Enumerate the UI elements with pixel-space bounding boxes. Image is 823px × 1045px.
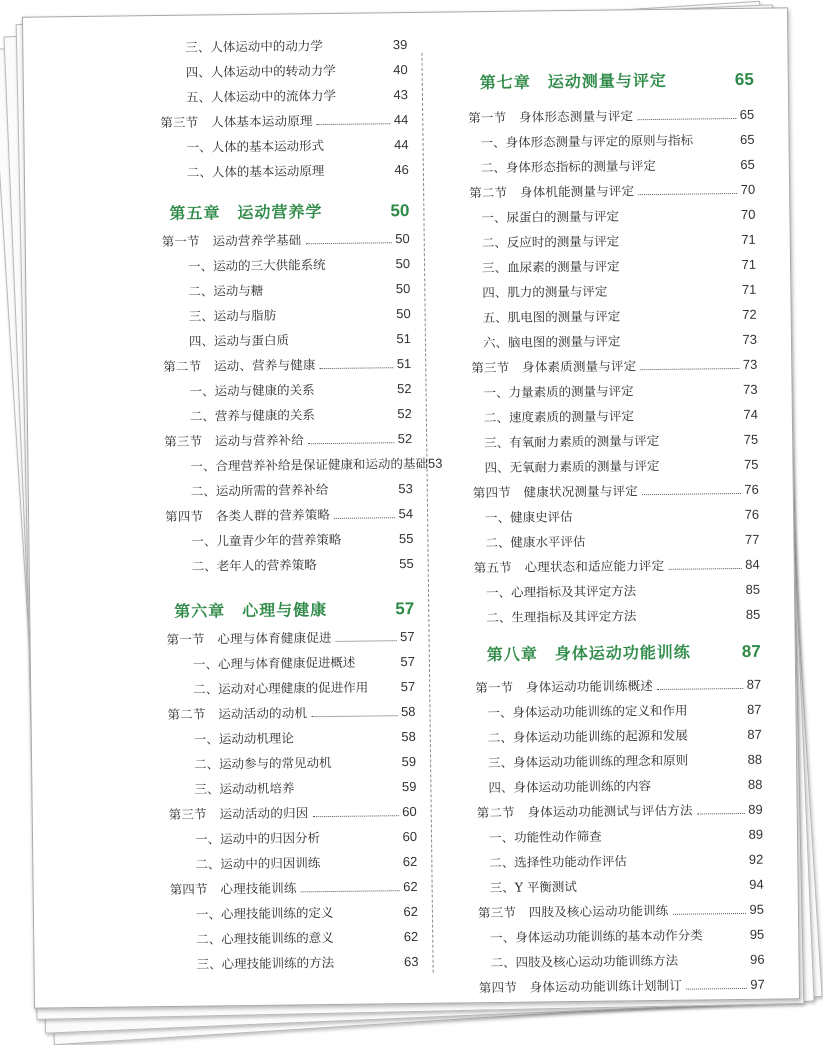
entry-title: 一、心理与体育健康促进概述 <box>193 653 356 673</box>
section-entry <box>477 800 763 821</box>
entry-title: 第四节 健康状况测量与评定 <box>473 481 638 501</box>
entry-title: 一、心理指标及其评定方法 <box>486 581 636 601</box>
leader <box>619 219 741 220</box>
toc-item <box>187 160 409 181</box>
page-number: 40 <box>393 62 408 77</box>
entry-title: 四、人体运动中的转动力学 <box>186 61 336 81</box>
toc-item <box>196 902 418 923</box>
entry-title: 第一节 身体运动功能训练概述 <box>475 676 653 696</box>
leader <box>640 368 738 370</box>
toc-item <box>190 404 412 425</box>
leader <box>324 149 394 150</box>
page-number: 50 <box>395 231 410 246</box>
leader <box>697 813 745 815</box>
entry-title: 一、合理营养补给是保证健康和运动的基础 <box>190 454 428 475</box>
toc-item <box>483 330 757 351</box>
entry-title: 三、心理技能训练的方法 <box>196 953 334 973</box>
leader <box>607 294 742 296</box>
toc-item <box>481 155 755 176</box>
entry-title: 三、Y 平衡测试 <box>490 877 577 896</box>
leader <box>627 864 749 865</box>
page-number: 62 <box>403 904 418 919</box>
entry-title: 第五章 运动营养学 <box>169 199 322 224</box>
entry-title: 六、脑电图的测量与评定 <box>483 331 621 351</box>
toc-item <box>190 454 412 475</box>
entry-title: 二、运动对心理健康的促进作用 <box>193 678 368 698</box>
page-number: 95 <box>749 902 764 917</box>
page-number: 53 <box>428 456 443 471</box>
entry-title: 一、运动动机理论 <box>194 728 294 747</box>
page-number: 87 <box>747 727 762 742</box>
section-entry <box>169 802 417 823</box>
page-number: 50 <box>390 201 409 221</box>
entry-title: 第一节 心理与体育健康促进 <box>166 628 331 648</box>
entry-title: 第四节 身体运动功能训练计划制订 <box>479 976 682 996</box>
toc-item <box>482 255 756 276</box>
leader <box>315 393 398 394</box>
page-number: 52 <box>398 431 413 446</box>
chapter-heading <box>487 639 761 665</box>
leader <box>311 715 397 717</box>
page-number: 63 <box>404 954 419 969</box>
toc-item <box>482 280 756 301</box>
toc-item <box>194 777 416 798</box>
section-entry <box>475 675 761 696</box>
leader <box>276 318 396 319</box>
page-number: 92 <box>749 852 764 867</box>
leader <box>328 493 398 494</box>
toc-item <box>193 652 415 673</box>
leader <box>322 216 390 217</box>
leader <box>315 418 398 419</box>
page-number: 71 <box>741 232 756 247</box>
page-number: 39 <box>393 37 408 52</box>
page-number: 76 <box>745 507 760 522</box>
leader <box>634 419 744 420</box>
page-number: 55 <box>399 556 414 571</box>
leader <box>317 123 390 125</box>
leader <box>703 939 750 940</box>
page-number: 70 <box>741 182 756 197</box>
leader <box>312 815 398 817</box>
section-entry <box>471 355 757 376</box>
entry-title: 三、血尿素的测量与评定 <box>482 256 620 276</box>
page-number: 52 <box>397 406 412 421</box>
page-number: 73 <box>742 332 757 347</box>
toc-item <box>488 775 762 796</box>
toc-item <box>196 952 418 973</box>
page-number: 76 <box>744 482 759 497</box>
toc-item <box>188 279 410 300</box>
leader <box>324 174 394 175</box>
entry-title: 一、心理技能训练的定义 <box>196 903 334 923</box>
page-number: 50 <box>396 306 411 321</box>
toc-item <box>186 135 408 156</box>
leader <box>660 469 745 470</box>
page-number: 89 <box>748 827 763 842</box>
leader <box>308 442 394 444</box>
entry-title: 二、营养与健康的关系 <box>190 405 315 425</box>
entry-title: 五、人体运动中的流体力学 <box>186 86 336 106</box>
section-entry <box>474 555 760 576</box>
page-number: 44 <box>394 137 409 152</box>
section-entry <box>166 627 414 648</box>
toc-item <box>186 60 408 81</box>
toc-item <box>188 254 410 275</box>
entry-title: 第一节 运动营养学基础 <box>162 230 302 250</box>
toc-item <box>482 230 756 251</box>
entry-title: 三、人体运动中的动力学 <box>185 36 323 56</box>
leader <box>294 791 402 792</box>
toc-item <box>483 380 757 401</box>
page-number: 97 <box>750 977 765 992</box>
page-number: 87 <box>742 642 761 662</box>
leader <box>320 841 403 842</box>
entry-title: 二、心理技能训练的意义 <box>196 928 334 948</box>
page-number: 60 <box>402 804 417 819</box>
leader <box>326 268 396 269</box>
page-number: 44 <box>394 112 409 127</box>
chapter-heading <box>169 198 409 224</box>
entry-title: 第二节 运动活动的动机 <box>167 703 307 723</box>
toc-item <box>488 750 762 771</box>
toc-item <box>490 950 764 971</box>
section-entry <box>478 900 764 921</box>
page-number: 65 <box>740 132 755 147</box>
entry-title: 三、身体运动功能训练的理念和原则 <box>488 751 688 771</box>
entry-title: 二、选择性功能动作评估 <box>489 851 627 871</box>
entry-title: 一、运动与健康的关系 <box>189 380 314 400</box>
leader <box>320 866 403 867</box>
section-entry <box>163 354 411 375</box>
entry-title: 一、身体运动功能训练的基本动作分类 <box>490 925 703 946</box>
entry-title: 二、运动与糖 <box>188 281 263 300</box>
leader <box>651 789 748 790</box>
page-number: 53 <box>398 481 413 496</box>
entry-title: 第一节 身体形态测量与评定 <box>468 106 633 126</box>
page-number: 88 <box>748 777 763 792</box>
entry-title: 第五节 心理状态和适应能力评定 <box>474 556 665 576</box>
page-number: 94 <box>749 877 764 892</box>
leader <box>336 74 394 75</box>
page-number: 84 <box>745 557 760 572</box>
page-number: 57 <box>401 679 416 694</box>
toc-item <box>185 35 407 56</box>
section-entry <box>165 504 413 525</box>
toc-item <box>189 329 411 350</box>
entry-title: 第三节 运动与营养补给 <box>164 430 304 450</box>
toc-item <box>481 205 755 226</box>
entry-title: 一、人体的基本运动形式 <box>186 136 324 156</box>
page-number: 50 <box>395 256 410 271</box>
page-number: 57 <box>400 654 415 669</box>
page-number: 62 <box>403 879 418 894</box>
column-divider <box>421 53 433 973</box>
leader <box>320 367 393 369</box>
page-number: 74 <box>743 407 758 422</box>
toc-left-column <box>103 13 407 17</box>
leader <box>355 666 400 667</box>
toc-item <box>485 530 759 551</box>
toc-item <box>489 850 763 871</box>
entry-title: 第三节 人体基本运动原理 <box>160 111 313 131</box>
entry-title: 五、肌电图的测量与评定 <box>483 306 621 326</box>
page-number: 65 <box>740 157 755 172</box>
page-number: 59 <box>402 779 417 794</box>
toc-item <box>485 505 759 526</box>
section-entry <box>469 180 755 201</box>
page-number: 60 <box>402 829 417 844</box>
chapter-heading <box>480 67 754 93</box>
leader <box>688 764 748 765</box>
page-number: 71 <box>741 257 756 272</box>
toc-item <box>484 405 758 426</box>
leader <box>334 966 404 967</box>
entry-title: 四、肌力的测量与评定 <box>482 282 607 302</box>
entry-title: 二、身体形态指标的测量与评定 <box>481 156 656 176</box>
toc-item <box>191 529 413 550</box>
toc-item <box>194 752 416 773</box>
leader <box>637 118 735 120</box>
page-number: 88 <box>748 752 763 767</box>
page-number: 58 <box>401 704 416 719</box>
leader <box>642 493 740 495</box>
leader <box>334 517 394 519</box>
entry-title: 一、健康史评估 <box>485 507 573 526</box>
page-number: 51 <box>396 331 411 346</box>
page-number: 59 <box>402 754 417 769</box>
leader <box>341 543 399 544</box>
page-number: 85 <box>746 607 761 622</box>
toc-item <box>192 554 414 575</box>
leader <box>327 614 395 615</box>
page-number: 51 <box>397 356 412 371</box>
toc-item <box>483 305 757 326</box>
chapter-heading <box>174 596 414 622</box>
toc-item <box>189 304 411 325</box>
entry-title: 一、尿蛋白的测量与评定 <box>481 206 619 226</box>
entry-title: 三、运动动机培养 <box>194 778 294 797</box>
page-number: 73 <box>743 382 758 397</box>
entry-title: 一、功能性动作筛查 <box>489 827 602 846</box>
page-number: 89 <box>748 802 763 817</box>
page-number: 65 <box>740 107 755 122</box>
page-number: 87 <box>747 677 762 692</box>
entry-title: 四、运动与蛋白质 <box>189 330 289 349</box>
toc-item <box>490 875 764 896</box>
entry-title: 第六章 心理与健康 <box>174 597 327 622</box>
entry-title: 二、运动参与的常见动机 <box>194 753 332 773</box>
toc-item <box>194 727 416 748</box>
toc-item <box>486 580 760 601</box>
entry-title: 第四节 心理技能训练 <box>170 878 297 898</box>
page-number: 73 <box>743 357 758 372</box>
toc-right-column <box>423 9 753 13</box>
entry-title: 一、运动的三大供能系统 <box>188 255 326 275</box>
entry-title: 二、身体运动功能训练的起源和发展 <box>488 726 688 746</box>
page-number: 77 <box>745 532 760 547</box>
leader <box>620 269 742 270</box>
page-number: 75 <box>744 432 759 447</box>
leader <box>289 343 397 344</box>
page-number: 87 <box>747 702 762 717</box>
leader <box>657 688 743 690</box>
page-number: 85 <box>745 582 760 597</box>
entry-title: 第八章 身体运动功能训练 <box>487 640 691 665</box>
entry-title: 第二节 身体机能测量与评定 <box>469 181 634 201</box>
toc-item <box>196 927 418 948</box>
entry-title: 二、反应时的测量与评定 <box>482 231 620 251</box>
toc-item <box>490 925 764 946</box>
entry-title: 二、健康水平评估 <box>485 532 585 551</box>
toc-item <box>480 130 754 151</box>
leader <box>573 519 745 521</box>
leader <box>693 144 740 145</box>
entry-title: 第七章 运动测量与评定 <box>480 68 667 93</box>
leader <box>688 714 748 715</box>
leader <box>636 594 746 595</box>
leader <box>334 916 404 917</box>
leader <box>688 739 748 740</box>
page-number: 65 <box>735 70 754 90</box>
entry-title: 一、儿童青少年的营养策略 <box>191 530 341 550</box>
toc-page <box>22 7 800 1008</box>
page-number: 52 <box>397 381 412 396</box>
page-number: 95 <box>750 927 765 942</box>
entry-title: 第三节 四肢及核心运动功能训练 <box>478 901 669 921</box>
toc-item <box>488 725 762 746</box>
leader <box>585 544 745 546</box>
leader <box>656 169 741 170</box>
page-number: 46 <box>394 162 409 177</box>
page-number: 62 <box>404 929 419 944</box>
entry-title: 二、人体的基本运动原理 <box>187 161 325 181</box>
page-number: 96 <box>750 952 765 967</box>
toc-item <box>484 430 758 451</box>
leader <box>301 890 400 892</box>
section-entry <box>170 877 418 898</box>
entry-title: 第三节 身体素质测量与评定 <box>471 356 636 376</box>
section-entry <box>468 105 754 126</box>
leader <box>336 640 396 642</box>
leader <box>620 319 742 320</box>
toc-item <box>191 479 413 500</box>
toc-item <box>489 825 763 846</box>
toc-item <box>193 677 415 698</box>
section-entry <box>167 702 415 723</box>
toc-item <box>195 852 417 873</box>
entry-title: 二、老年人的营养策略 <box>192 555 317 575</box>
toc-item <box>186 85 408 106</box>
entry-title: 一、身体形态测量与评定的原则与指标 <box>480 131 693 152</box>
leader <box>659 444 744 445</box>
toc-item <box>484 455 758 476</box>
leader <box>678 964 750 965</box>
leader <box>577 889 749 891</box>
page-number: 57 <box>400 629 415 644</box>
entry-title: 四、身体运动功能训练的内容 <box>488 776 651 796</box>
entry-title: 三、有氧耐力素质的测量与评定 <box>484 431 659 451</box>
leader <box>336 99 394 100</box>
section-entry <box>160 110 408 131</box>
leader <box>619 244 741 245</box>
entry-title: 三、运动与脂肪 <box>189 306 277 325</box>
leader <box>667 85 735 86</box>
entry-title: 第二节 运动、营养与健康 <box>163 355 316 375</box>
entry-title: 第二节 身体运动功能测试与评估方法 <box>477 801 693 822</box>
leader <box>323 49 393 50</box>
entry-title: 第三节 运动活动的归因 <box>169 803 309 823</box>
section-entry <box>162 229 410 250</box>
entry-title: 二、生理指标及其评定方法 <box>486 606 636 626</box>
entry-title: 二、速度素质的测量与评定 <box>484 406 634 426</box>
leader <box>691 657 742 658</box>
leader <box>634 394 744 395</box>
leader <box>602 839 749 841</box>
leader <box>294 741 402 742</box>
leader <box>672 913 745 915</box>
leader <box>686 988 746 990</box>
entry-title: 一、身体运动功能训练的定义和作用 <box>487 701 687 721</box>
page-number: 43 <box>393 87 408 102</box>
entry-title: 二、运动中的归因训练 <box>195 853 320 873</box>
leader <box>334 941 404 942</box>
toc-item <box>487 700 761 721</box>
toc-item <box>189 379 411 400</box>
section-entry <box>479 975 765 996</box>
section-entry <box>164 429 412 450</box>
leader <box>263 293 396 295</box>
entry-title: 一、运动中的归因分析 <box>195 828 320 848</box>
page-number: 70 <box>741 207 756 222</box>
leader <box>621 344 743 345</box>
toc-item <box>486 605 760 626</box>
section-entry <box>473 480 759 501</box>
leader <box>638 193 736 195</box>
leader <box>332 766 402 767</box>
toc-item <box>195 827 417 848</box>
page-number: 50 <box>396 281 411 296</box>
entry-title: 四、无氧耐力素质的测量与评定 <box>484 456 659 476</box>
entry-title: 二、四肢及核心运动功能训练方法 <box>490 951 678 971</box>
page-number: 72 <box>742 307 757 322</box>
entry-title: 二、运动所需的营养补给 <box>191 480 329 500</box>
page-number: 54 <box>399 506 414 521</box>
entry-title: 第四节 各类人群的营养策略 <box>165 505 330 525</box>
page-number: 57 <box>395 599 414 619</box>
entry-title: 一、力量素质的测量与评定 <box>483 381 633 401</box>
page-number: 58 <box>401 729 416 744</box>
page-number: 71 <box>742 282 757 297</box>
page-number: 62 <box>403 854 418 869</box>
leader <box>668 568 741 570</box>
page-number: 75 <box>744 457 759 472</box>
leader <box>305 242 391 244</box>
page-number: 55 <box>399 531 414 546</box>
leader <box>636 619 746 620</box>
leader <box>317 568 400 569</box>
